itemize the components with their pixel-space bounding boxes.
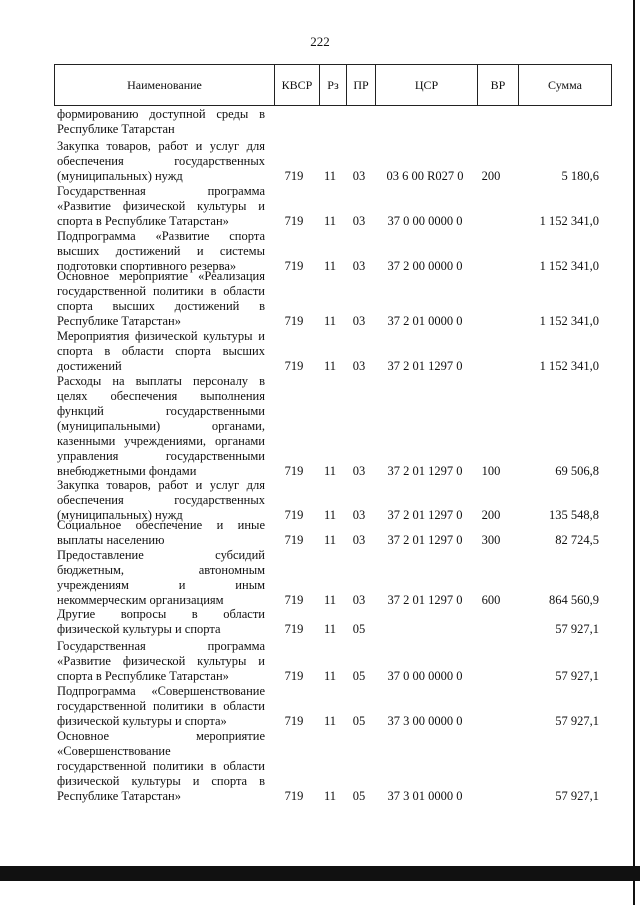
row-name (57, 639, 265, 684)
row-rz: 11 (323, 259, 337, 273)
row-name-line: управления государственными (57, 449, 265, 463)
row-pr: 03 (352, 169, 366, 183)
row-name-line: целях обеспечения выполнения (57, 389, 265, 403)
row-name (57, 229, 265, 274)
row-name (57, 729, 265, 804)
row-sum: 1 152 341,0 (539, 359, 599, 373)
row-csr: 37 2 01 1297 0 (387, 593, 463, 607)
row-name-line: Другие вопросы в области (57, 607, 265, 621)
row-name-line: Подпрограмма «Совершенствование (57, 684, 265, 698)
scan-edge (633, 0, 635, 905)
row-name (57, 684, 265, 729)
row-pr: 05 (352, 789, 366, 803)
row-name (57, 607, 265, 637)
row-pr: 03 (352, 464, 366, 478)
row-sum: 57 927,1 (555, 714, 599, 728)
row-pr: 03 (352, 259, 366, 273)
row-name-line: Закупка товаров, работ и услуг для (57, 139, 265, 153)
row-name-line: учреждениям и иным (57, 578, 265, 592)
row-sum: 864 560,9 (549, 593, 599, 607)
row-rz: 11 (323, 214, 337, 228)
row-kvsr: 719 (284, 169, 304, 183)
row-kvsr: 719 (284, 508, 304, 522)
row-name-line: выплаты населению (57, 533, 165, 547)
row-kvsr: 719 (284, 314, 304, 328)
row-name-line: высших достижений и системы (57, 244, 265, 258)
row-csr: 03 6 00 R027 0 (386, 169, 464, 183)
row-csr: 37 2 00 0000 0 (387, 259, 463, 273)
row-rz: 11 (323, 464, 337, 478)
row-sum: 57 927,1 (555, 622, 599, 636)
row-name-line: государственной политики в области (57, 284, 265, 298)
scan-bottom-bar (0, 866, 640, 881)
row-name-line: Государственная программа (57, 639, 265, 653)
row-name (57, 548, 265, 608)
row-name-line: казенными учреждениями, органами (57, 434, 265, 448)
row-sum: 57 927,1 (555, 789, 599, 803)
row-csr: 37 0 00 0000 0 (387, 669, 463, 683)
row-rz: 11 (323, 714, 337, 728)
row-rz: 11 (323, 169, 337, 183)
header-csr: ЦСР (376, 65, 478, 106)
row-name (57, 269, 265, 329)
row-name (57, 184, 265, 229)
header-kvsr: КВСР (275, 65, 320, 106)
row-csr: 37 3 01 0000 0 (387, 789, 463, 803)
row-name-line: Основное мероприятие «Реализация (57, 269, 265, 283)
row-csr: 37 3 00 0000 0 (387, 714, 463, 728)
row-rz: 11 (323, 359, 337, 373)
row-vr: 600 (481, 593, 501, 607)
header-vr: ВР (478, 65, 519, 106)
row-pr: 03 (352, 508, 366, 522)
row-kvsr: 719 (284, 669, 304, 683)
row-pr: 05 (352, 714, 366, 728)
row-name-line: спорта в Республике Татарстан» (57, 214, 229, 228)
row-rz: 11 (323, 508, 337, 522)
row-name-line: Республике Татарстан» (57, 789, 181, 803)
row-pr: 05 (352, 669, 366, 683)
row-csr: 37 0 00 0000 0 (387, 214, 463, 228)
row-rz: 11 (323, 789, 337, 803)
row-csr: 37 2 01 1297 0 (387, 533, 463, 547)
row-name-line: государственной политики в области (57, 759, 265, 773)
row-sum: 135 548,8 (549, 508, 599, 522)
row-name-line: обеспечения государственных (57, 493, 265, 507)
row-rz: 11 (323, 622, 337, 636)
row-name-line: Социальное обеспечение и иные (57, 518, 265, 532)
row-rz: 11 (323, 669, 337, 683)
row-name (57, 518, 265, 548)
row-vr: 300 (481, 533, 501, 547)
row-name-line: Мероприятия физической культуры и (57, 329, 265, 343)
row-rz: 11 (323, 593, 337, 607)
row-pr: 03 (352, 359, 366, 373)
row-kvsr: 719 (284, 533, 304, 547)
row-kvsr: 719 (284, 259, 304, 273)
header-sum: Сумма (519, 65, 612, 106)
row-name-line: «Развитие физической культуры и (57, 199, 265, 213)
row-name-line: (муниципальными) органами, (57, 419, 265, 433)
row-vr: 100 (481, 464, 501, 478)
row-sum: 82 724,5 (555, 533, 599, 547)
row-name-line: Основное мероприятие (57, 729, 265, 743)
row-sum: 5 180,6 (561, 169, 599, 183)
row-sum: 69 506,8 (555, 464, 599, 478)
row-name-line: внебюджетными фондами (57, 464, 197, 478)
row-name-line: физической культуры и спорта (57, 622, 221, 636)
row-sum: 57 927,1 (555, 669, 599, 683)
row-kvsr: 719 (284, 359, 304, 373)
row-name-line: обеспечения государственных (57, 154, 265, 168)
row-kvsr: 719 (284, 789, 304, 803)
row-pr: 03 (352, 214, 366, 228)
row-name-line: физической культуры и спорта» (57, 714, 227, 728)
row-csr: 37 2 01 0000 0 (387, 314, 463, 328)
row-name-line: подготовки спортивного резерва» (57, 259, 237, 273)
row-name-line: Республике Татарстан (57, 122, 175, 136)
row-vr: 200 (481, 169, 501, 183)
row-name-line: (муниципальных) нужд (57, 169, 183, 183)
row-vr: 200 (481, 508, 501, 522)
row-name (57, 329, 265, 374)
row-name-line: достижений (57, 359, 122, 373)
row-kvsr: 719 (284, 714, 304, 728)
row-pr: 03 (352, 593, 366, 607)
row-rz: 11 (323, 314, 337, 328)
row-name-line: Государственная программа (57, 184, 265, 198)
row-name-line: Закупка товаров, работ и услуг для (57, 478, 265, 492)
row-csr: 37 2 01 1297 0 (387, 359, 463, 373)
row-pr: 03 (352, 314, 366, 328)
row-name-line: спорта в Республике Татарстан» (57, 669, 229, 683)
header-pr: ПР (347, 65, 376, 106)
row-rz: 11 (323, 533, 337, 547)
row-csr: 37 2 01 1297 0 (387, 508, 463, 522)
row-pr: 05 (352, 622, 366, 636)
row-name (57, 107, 265, 137)
row-kvsr: 719 (284, 593, 304, 607)
row-kvsr: 719 (284, 622, 304, 636)
row-name-line: «Развитие физической культуры и (57, 654, 265, 668)
row-name (57, 478, 265, 523)
row-sum: 1 152 341,0 (539, 259, 599, 273)
row-pr: 03 (352, 533, 366, 547)
row-name-line: бюджетным, автономным (57, 563, 265, 577)
header-rz: Рз (320, 65, 347, 106)
header-name: Наименование (55, 65, 275, 106)
row-name-line: спорта высших достижений в (57, 299, 265, 313)
row-name-line: спорта в области спорта высших (57, 344, 265, 358)
row-name-line: физической культуры и спорта в (57, 774, 265, 788)
page-number: 222 (310, 34, 330, 49)
row-kvsr: 719 (284, 214, 304, 228)
row-name (57, 139, 265, 184)
row-name-line: Подпрограмма «Развитие спорта (57, 229, 265, 243)
row-name-line: Расходы на выплаты персоналу в (57, 374, 265, 388)
row-name-line: (муниципальных) нужд (57, 508, 183, 522)
row-name (57, 374, 265, 479)
row-name-line: некоммерческим организациям (57, 593, 224, 607)
row-name-line: Республике Татарстан» (57, 314, 181, 328)
row-sum: 1 152 341,0 (539, 314, 599, 328)
row-name-line: государственной политики в области (57, 699, 265, 713)
row-kvsr: 719 (284, 464, 304, 478)
row-name-line: функций государственными (57, 404, 265, 418)
row-csr: 37 2 01 1297 0 (387, 464, 463, 478)
row-name-line: формированию доступной среды в (57, 107, 265, 121)
row-sum: 1 152 341,0 (539, 214, 599, 228)
row-name-line: «Совершенствование (57, 744, 171, 758)
row-name-line: Предоставление субсидий (57, 548, 265, 562)
